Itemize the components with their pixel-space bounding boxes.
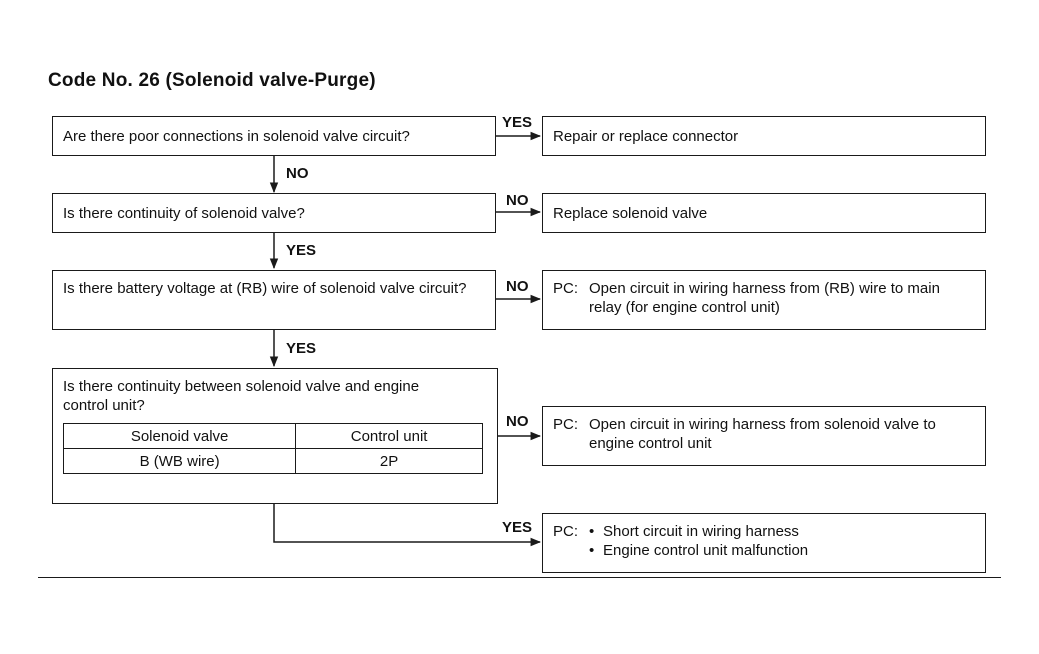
question-text-4: Is there continuity between solenoid valve and engine control unit? <box>63 378 420 414</box>
branch-label-1: YES <box>502 114 533 131</box>
question-text-1: Are there poor connections in solenoid valve circuit? <box>63 127 410 145</box>
arrow-step4-yes <box>274 504 540 542</box>
result-prefix-3: PC: <box>553 280 579 297</box>
result-text-4: Open circuit in wiring harness from solenoid valve to engine control unit <box>589 416 936 452</box>
table-cell-solenoid: B (WB wire) <box>64 449 296 474</box>
branch-label-3: NO <box>506 278 529 295</box>
cause-item: • Engine control unit malfunction <box>589 541 808 560</box>
result-text-3: Open circuit in wiring harness from (RB) wire to main relay (for engine control unit) <box>589 280 940 316</box>
result-box-1 <box>542 116 986 156</box>
branch-label-2: NO <box>506 192 529 209</box>
question-box-4 <box>52 368 498 504</box>
down-label-1: NO <box>286 165 309 182</box>
down-label-2: YES <box>286 242 317 259</box>
down-label-3: YES <box>286 340 317 357</box>
question-box-3 <box>52 270 496 330</box>
result-box-2 <box>542 193 986 233</box>
question-text-2: Is there continuity of solenoid valve? <box>63 204 305 222</box>
result-box-4 <box>542 406 986 466</box>
result-text-2: Replace solenoid valve <box>553 204 708 222</box>
result-box-final <box>542 513 986 573</box>
pin-table <box>63 423 483 474</box>
page-title: Code No. 26 (Solenoid valve-Purge) <box>48 70 376 91</box>
result-text-1: Repair or replace connector <box>553 127 739 145</box>
result-prefix-final: PC: <box>553 523 579 540</box>
result-box-3 <box>542 270 986 330</box>
branch-label-final: YES <box>502 519 533 536</box>
table-header-solenoid: Solenoid valve <box>64 424 296 449</box>
question-box-2 <box>52 193 496 233</box>
branch-label-4: NO <box>506 413 529 430</box>
page-divider <box>38 577 1001 578</box>
question-text-3: Is there battery voltage at (RB) wire of solenoid valve circuit? <box>63 280 467 297</box>
table-cell-control-unit: 2P <box>296 449 483 474</box>
question-box-1 <box>52 116 496 156</box>
cause-list <box>589 522 808 560</box>
cause-item: • Short circuit in wiring harness <box>589 522 808 541</box>
table-header-control-unit: Control unit <box>296 424 483 449</box>
result-prefix-4: PC: <box>553 416 579 433</box>
